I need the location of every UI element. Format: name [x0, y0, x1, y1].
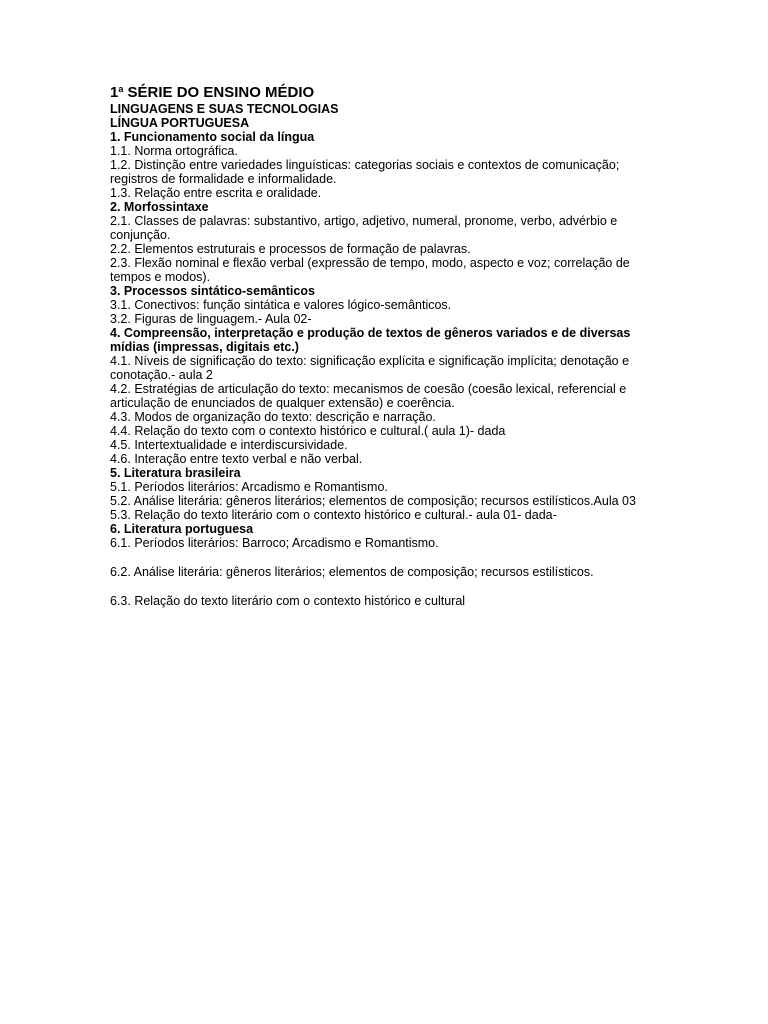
item-4-2-line-2: articulação de enunciados de qualquer extensão) e coerência. — [110, 396, 455, 410]
item-2-2: 2.2. Elementos estruturais e processos de formação de palavras. — [110, 242, 471, 256]
document-page — [110, 84, 710, 608]
item-4-4: 4.4. Relação do texto com o contexto histórico e cultural.( aula 1)- dada — [110, 424, 506, 438]
item-6-3: 6.3. Relação do texto literário com o contexto histórico e cultural — [110, 594, 466, 608]
item-4-2-line-1: 4.2. Estratégias de articulação do texto: mecanismos de coesão (coesão lexical, referencial e — [110, 382, 627, 396]
section-4-heading-line-2: mídias (impressas, digitais etc.) — [110, 340, 299, 354]
title-rest: SÉRIE DO ENSINO MÉDIO — [123, 84, 315, 101]
subject-heading: LÍNGUA PORTUGUESA — [110, 116, 250, 130]
section-4-heading-line-1: 4. Compreensão, interpretação e produção de textos de gêneros variados e de diversas — [110, 326, 631, 340]
item-5-3: 5.3. Relação do texto literário com o contexto histórico e cultural.- aula 01- dada- — [110, 508, 557, 522]
area-heading: LINGUAGENS E SUAS TECNOLOGIAS — [110, 102, 339, 116]
item-5-1: 5.1. Períodos literários: Arcadismo e Romantismo. — [110, 480, 388, 494]
item-1-1: 1.1. Norma ortográfica. — [110, 144, 238, 158]
title-superscript: a — [118, 84, 124, 94]
section-3-heading: 3. Processos sintático-semânticos — [110, 284, 315, 298]
title-prefix: 1 — [110, 84, 119, 101]
item-1-2-line-2: registros de formalidade e informalidade. — [110, 172, 337, 186]
item-2-1-line-2: conjunção. — [110, 228, 171, 242]
item-6-2: 6.2. Análise literária: gêneros literários; elementos de composição; recursos estilísticos. — [110, 565, 594, 579]
item-3-1: 3.1. Conectivos: função sintática e valores lógico-semânticos. — [110, 298, 452, 312]
item-4-1-line-1: 4.1. Níveis de significação do texto: significação explícita e significação implícita; denotação e — [110, 354, 630, 368]
paragraph-spacer — [110, 550, 710, 565]
page-title — [110, 84, 710, 102]
item-1-3: 1.3. Relação entre escrita e oralidade. — [110, 186, 322, 200]
item-4-5: 4.5. Intertextualidade e interdiscursividade. — [110, 438, 348, 452]
item-3-2: 3.2. Figuras de linguagem.- Aula 02- — [110, 312, 312, 326]
section-2-heading: 2. Morfossintaxe — [110, 200, 209, 214]
item-2-3-line-1: 2.3. Flexão nominal e flexão verbal (expressão de tempo, modo, aspecto e voz; correlação de — [110, 256, 630, 270]
item-5-2: 5.2. Análise literária: gêneros literários; elementos de composição; recursos estilísticos.Aula 03 — [110, 494, 636, 508]
section-6-heading: 6. Literatura portuguesa — [110, 522, 254, 536]
item-4-1-line-2: conotação.- aula 2 — [110, 368, 213, 382]
item-6-1: 6.1. Períodos literários: Barroco; Arcadismo e Romantismo. — [110, 536, 439, 550]
item-2-3-line-2: tempos e modos). — [110, 270, 211, 284]
paragraph-spacer — [110, 579, 710, 594]
item-4-3: 4.3. Modos de organização do texto: descrição e narração. — [110, 410, 436, 424]
item-2-1-line-1: 2.1. Classes de palavras: substantivo, artigo, adjetivo, numeral, pronome, verbo, advérbio e — [110, 214, 618, 228]
item-1-2-line-1: 1.2. Distinção entre variedades linguísticas: categorias sociais e contextos de comunicação; — [110, 158, 620, 172]
section-1-heading: 1. Funcionamento social da língua — [110, 130, 315, 144]
item-4-6: 4.6. Interação entre texto verbal e não verbal. — [110, 452, 363, 466]
section-5-heading: 5. Literatura brasileira — [110, 466, 241, 480]
